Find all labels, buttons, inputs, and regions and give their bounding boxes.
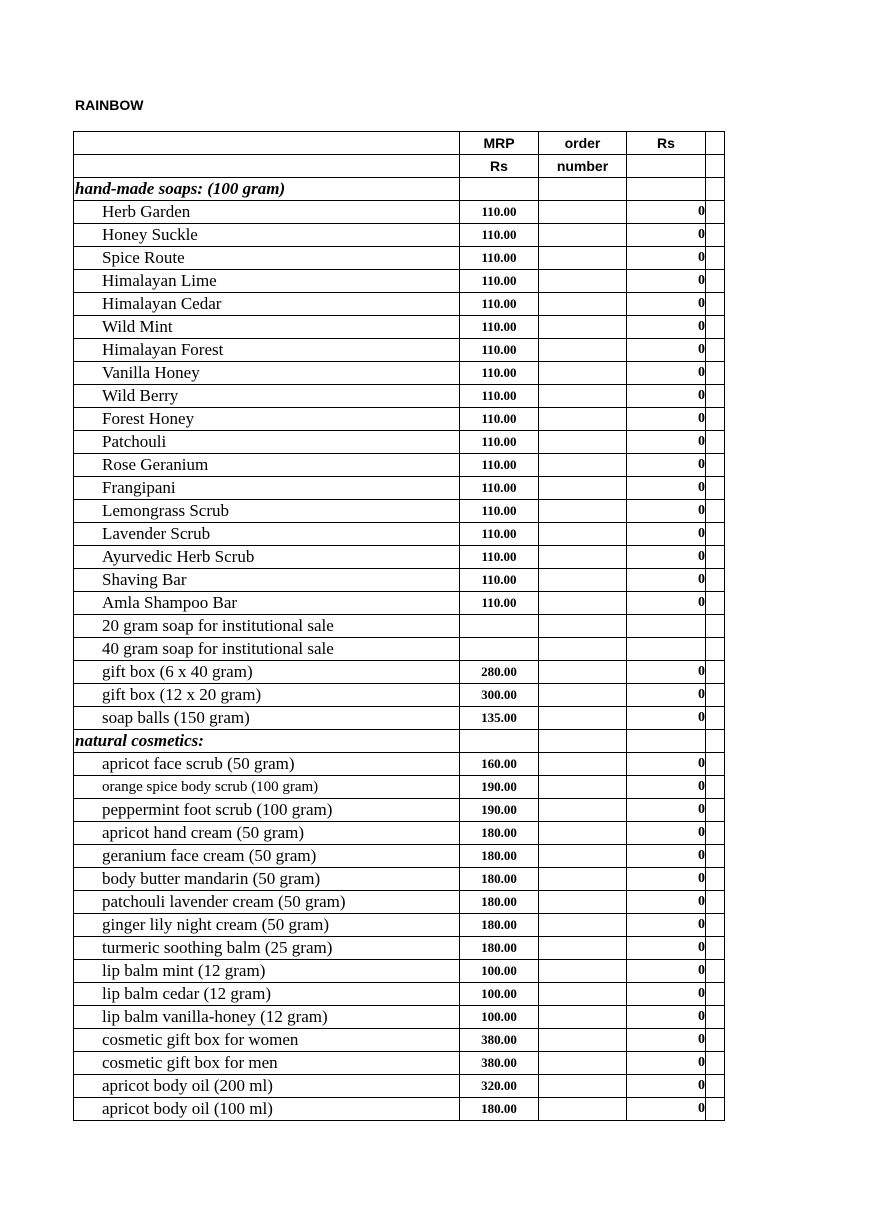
extra-cell [706,247,725,270]
header-cell [627,155,706,178]
table-row [74,454,725,477]
rs-cell [627,730,706,753]
order-number-cell[interactable] [539,178,627,201]
product-name: gift box (12 x 20 gram) [74,684,460,707]
extra-cell [706,408,725,431]
extra-cell [706,1052,725,1075]
header-rs: Rs [627,132,706,155]
table-row [74,684,725,707]
order-number-cell[interactable] [539,385,627,408]
product-name: gift box (6 x 40 gram) [74,661,460,684]
extra-cell [706,730,725,753]
rs-total: 0 [627,753,706,776]
mrp-value: 380.00 [460,1029,539,1052]
section-title: natural cosmetics: [74,730,460,753]
product-name: ginger lily night cream (50 gram) [74,914,460,937]
product-name: lip balm cedar (12 gram) [74,983,460,1006]
rs-total: 0 [627,1029,706,1052]
mrp-value: 100.00 [460,983,539,1006]
table-row [74,776,725,799]
header-order: order [539,132,627,155]
extra-cell [706,293,725,316]
extra-cell [706,431,725,454]
extra-cell [706,822,725,845]
table-row [74,983,725,1006]
order-number-cell[interactable] [539,983,627,1006]
order-number-cell[interactable] [539,707,627,730]
product-name: cosmetic gift box for men [74,1052,460,1075]
mrp-value: 110.00 [460,408,539,431]
product-name: Vanilla Honey [74,362,460,385]
table-row [74,1075,725,1098]
mrp-value: 100.00 [460,1006,539,1029]
table-row [74,960,725,983]
extra-cell [706,1029,725,1052]
table-row [74,523,725,546]
extra-cell [706,454,725,477]
rs-total: 0 [627,799,706,822]
product-name: patchouli lavender cream (50 gram) [74,891,460,914]
rs-total: 0 [627,247,706,270]
section-row [74,730,725,753]
document-title: RAINBOW [75,97,144,113]
rs-total: 0 [627,1052,706,1075]
order-number-cell[interactable] [539,477,627,500]
order-number-cell[interactable] [539,316,627,339]
rs-total: 0 [627,523,706,546]
rs-total: 0 [627,684,706,707]
rs-total: 0 [627,385,706,408]
header-order-number: number [539,155,627,178]
rs-total: 0 [627,454,706,477]
order-number-cell[interactable] [539,1075,627,1098]
mrp-value: 110.00 [460,546,539,569]
table-row [74,707,725,730]
order-number-cell[interactable] [539,1052,627,1075]
table-row [74,385,725,408]
order-number-cell[interactable] [539,408,627,431]
table-row [74,224,725,247]
product-name: Lemongrass Scrub [74,500,460,523]
rs-total [627,615,706,638]
rs-total: 0 [627,776,706,799]
extra-cell [706,983,725,1006]
extra-cell [706,684,725,707]
table-row [74,339,725,362]
extra-cell [706,546,725,569]
mrp-cell [460,730,539,753]
product-name: Himalayan Cedar [74,293,460,316]
mrp-value: 110.00 [460,385,539,408]
product-name: Ayurvedic Herb Scrub [74,546,460,569]
rs-total: 0 [627,431,706,454]
rs-total: 0 [627,408,706,431]
rs-total: 0 [627,937,706,960]
rs-total: 0 [627,891,706,914]
product-name: apricot body oil (200 ml) [74,1075,460,1098]
header-cell [706,155,725,178]
product-name: 20 gram soap for institutional sale [74,615,460,638]
rs-total: 0 [627,661,706,684]
order-number-cell[interactable] [539,661,627,684]
order-number-cell[interactable] [539,546,627,569]
mrp-value: 110.00 [460,477,539,500]
table-row [74,362,725,385]
product-name: Forest Honey [74,408,460,431]
extra-cell [706,224,725,247]
extra-cell [706,638,725,661]
product-name: Wild Mint [74,316,460,339]
rs-total: 0 [627,845,706,868]
extra-cell [706,753,725,776]
extra-cell [706,592,725,615]
order-number-cell[interactable] [539,822,627,845]
table-row [74,914,725,937]
mrp-value: 180.00 [460,1098,539,1121]
extra-cell [706,523,725,546]
mrp-value: 320.00 [460,1075,539,1098]
order-number-cell[interactable] [539,776,627,799]
mrp-value: 160.00 [460,753,539,776]
mrp-value: 110.00 [460,431,539,454]
product-name: Spice Route [74,247,460,270]
product-name: peppermint foot scrub (100 gram) [74,799,460,822]
extra-cell [706,615,725,638]
extra-cell [706,477,725,500]
order-number-cell[interactable] [539,730,627,753]
order-number-cell[interactable] [539,684,627,707]
table-row [74,638,725,661]
mrp-value: 110.00 [460,293,539,316]
order-number-cell[interactable] [539,615,627,638]
extra-cell [706,270,725,293]
section-row [74,178,725,201]
rs-total: 0 [627,339,706,362]
product-name: apricot hand cream (50 gram) [74,822,460,845]
rs-total: 0 [627,1075,706,1098]
order-number-cell[interactable] [539,431,627,454]
order-number-cell[interactable] [539,247,627,270]
order-number-cell[interactable] [539,638,627,661]
order-number-cell[interactable] [539,1029,627,1052]
order-number-cell[interactable] [539,845,627,868]
rs-total: 0 [627,224,706,247]
rs-total: 0 [627,546,706,569]
product-name: lip balm vanilla-honey (12 gram) [74,1006,460,1029]
product-name: Himalayan Forest [74,339,460,362]
order-number-cell[interactable] [539,937,627,960]
table-row [74,293,725,316]
table-row [74,799,725,822]
table-row [74,1029,725,1052]
extra-cell [706,891,725,914]
extra-cell [706,960,725,983]
rs-total: 0 [627,914,706,937]
order-number-cell[interactable] [539,1098,627,1121]
product-name: Patchouli [74,431,460,454]
product-name: Frangipani [74,477,460,500]
mrp-value: 110.00 [460,316,539,339]
extra-cell [706,316,725,339]
table-row [74,891,725,914]
table-row [74,247,725,270]
mrp-value: 110.00 [460,247,539,270]
product-name: soap balls (150 gram) [74,707,460,730]
order-number-cell[interactable] [539,224,627,247]
mrp-cell [460,178,539,201]
table-row [74,477,725,500]
order-number-cell[interactable] [539,960,627,983]
product-name: Amla Shampoo Bar [74,592,460,615]
table-row [74,270,725,293]
mrp-value: 110.00 [460,339,539,362]
mrp-value: 110.00 [460,454,539,477]
mrp-value: 180.00 [460,891,539,914]
table-row [74,868,725,891]
header-mrp: MRP [460,132,539,155]
order-number-cell[interactable] [539,914,627,937]
rs-total: 0 [627,1098,706,1121]
extra-cell [706,569,725,592]
mrp-value: 100.00 [460,960,539,983]
order-number-cell[interactable] [539,201,627,224]
mrp-value: 110.00 [460,500,539,523]
rs-total: 0 [627,592,706,615]
product-name: Rose Geranium [74,454,460,477]
mrp-value [460,615,539,638]
extra-cell [706,500,725,523]
table-row [74,822,725,845]
rs-total: 0 [627,293,706,316]
order-number-cell[interactable] [539,592,627,615]
table-row [74,500,725,523]
extra-cell [706,707,725,730]
product-name: Wild Berry [74,385,460,408]
mrp-value: 110.00 [460,592,539,615]
order-number-cell[interactable] [539,362,627,385]
extra-cell [706,845,725,868]
mrp-value: 180.00 [460,937,539,960]
product-name: Shaving Bar [74,569,460,592]
rs-cell [627,178,706,201]
order-number-cell[interactable] [539,868,627,891]
rs-total: 0 [627,201,706,224]
order-number-cell[interactable] [539,270,627,293]
rs-total: 0 [627,822,706,845]
mrp-value: 180.00 [460,845,539,868]
mrp-value: 110.00 [460,362,539,385]
product-name: Herb Garden [74,201,460,224]
product-name: Himalayan Lime [74,270,460,293]
section-title: hand-made soaps: (100 gram) [74,178,460,201]
rs-total: 0 [627,477,706,500]
table-row [74,201,725,224]
extra-cell [706,385,725,408]
rs-total [627,638,706,661]
mrp-value: 110.00 [460,569,539,592]
rs-total: 0 [627,868,706,891]
mrp-value: 180.00 [460,914,539,937]
order-number-cell[interactable] [539,500,627,523]
mrp-value: 180.00 [460,868,539,891]
header-cell [74,132,460,155]
mrp-value: 180.00 [460,822,539,845]
header-cell [706,132,725,155]
mrp-value: 280.00 [460,661,539,684]
product-name: Lavender Scrub [74,523,460,546]
price-list-table [73,131,725,1121]
table-row [74,569,725,592]
table-row [74,1098,725,1121]
product-name: cosmetic gift box for women [74,1029,460,1052]
table-row [74,546,725,569]
table-row [74,1052,725,1075]
table-row [74,592,725,615]
extra-cell [706,799,725,822]
rs-total: 0 [627,500,706,523]
extra-cell [706,776,725,799]
extra-cell [706,362,725,385]
product-name: Honey Suckle [74,224,460,247]
rs-total: 0 [627,569,706,592]
extra-cell [706,201,725,224]
product-name: geranium face cream (50 gram) [74,845,460,868]
product-name: turmeric soothing balm (25 gram) [74,937,460,960]
order-number-cell[interactable] [539,1006,627,1029]
mrp-value: 110.00 [460,270,539,293]
product-name: apricot body oil (100 ml) [74,1098,460,1121]
header-row-2 [74,155,725,178]
product-name: 40 gram soap for institutional sale [74,638,460,661]
table-row [74,937,725,960]
mrp-value: 135.00 [460,707,539,730]
table-row [74,408,725,431]
rs-total: 0 [627,960,706,983]
rs-total: 0 [627,1006,706,1029]
rs-total: 0 [627,362,706,385]
mrp-value: 380.00 [460,1052,539,1075]
rs-total: 0 [627,983,706,1006]
mrp-value [460,638,539,661]
order-number-cell[interactable] [539,523,627,546]
table-row [74,1006,725,1029]
extra-cell [706,178,725,201]
extra-cell [706,1006,725,1029]
mrp-value: 190.00 [460,799,539,822]
product-name: apricot face scrub (50 gram) [74,753,460,776]
order-number-cell[interactable] [539,454,627,477]
order-number-cell[interactable] [539,753,627,776]
table-row [74,431,725,454]
extra-cell [706,914,725,937]
product-name: orange spice body scrub (100 gram) [74,776,460,799]
extra-cell [706,339,725,362]
mrp-value: 300.00 [460,684,539,707]
table-row [74,615,725,638]
order-number-cell[interactable] [539,293,627,316]
extra-cell [706,1098,725,1121]
header-mrp-unit: Rs [460,155,539,178]
mrp-value: 110.00 [460,523,539,546]
extra-cell [706,1075,725,1098]
product-name: body butter mandarin (50 gram) [74,868,460,891]
product-name: lip balm mint (12 gram) [74,960,460,983]
header-cell [74,155,460,178]
extra-cell [706,868,725,891]
order-number-cell[interactable] [539,569,627,592]
table-row [74,753,725,776]
order-number-cell[interactable] [539,891,627,914]
rs-total: 0 [627,316,706,339]
mrp-value: 110.00 [460,224,539,247]
mrp-value: 190.00 [460,776,539,799]
extra-cell [706,661,725,684]
order-number-cell[interactable] [539,799,627,822]
rs-total: 0 [627,707,706,730]
table-row [74,845,725,868]
mrp-value: 110.00 [460,201,539,224]
table-row [74,316,725,339]
header-row-1 [74,132,725,155]
order-number-cell[interactable] [539,339,627,362]
extra-cell [706,937,725,960]
table-row [74,661,725,684]
rs-total: 0 [627,270,706,293]
